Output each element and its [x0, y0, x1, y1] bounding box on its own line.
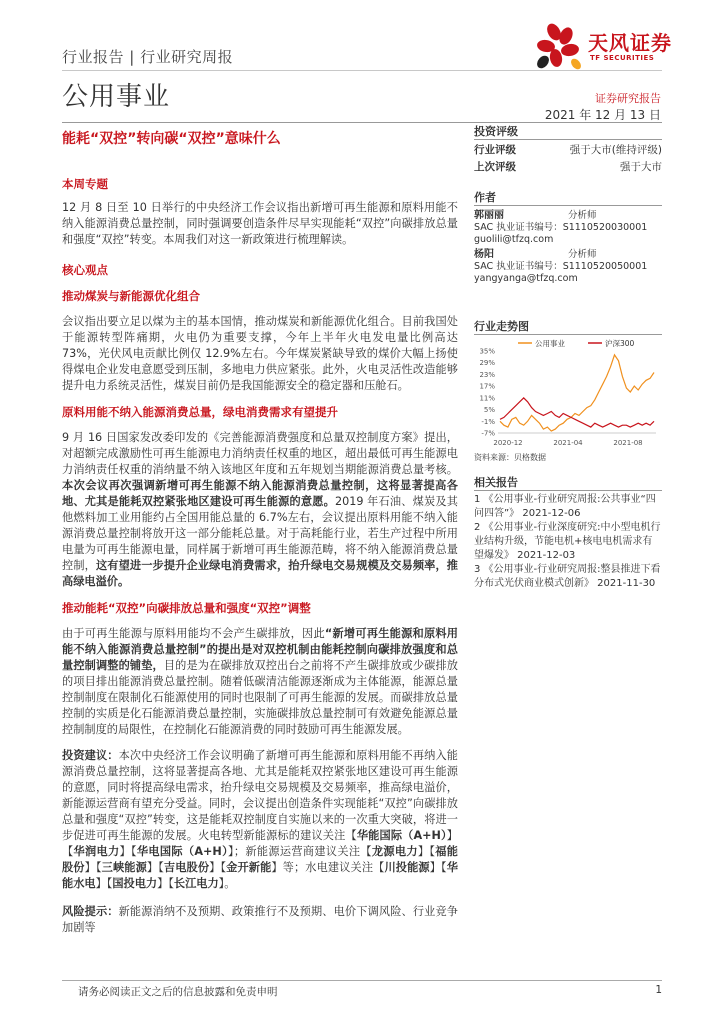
- section3-text-c: 目的是为在碳排放双控出台之前将不产生碳排放或少碳排放的项目排出能源消费总量控制。随着低碳清洁能源逐渐成为主体能源，能源总量控制制度在限制化石能源使用的同时也限制了可再生能源的发展。而碳排放总量控制的实质是化石能源消费总量控制，实施碳排放总量控制可有效避免能源总量控制制度的局限性，在控制化石能源消费的同时鼓励可再生能源发展。: [62, 659, 458, 736]
- stock-e: 福能股份: [62, 845, 458, 874]
- trend-heading: 行业走势图: [474, 320, 529, 333]
- related-report-1[interactable]: 1 《公用事业-行业研究周报:公共事业“四问四答”》 2021-12-06: [474, 494, 656, 519]
- stock-sep-8: 】【: [95, 877, 113, 890]
- sidebar: [474, 124, 662, 591]
- stock-sep-5: 】【: [146, 861, 164, 874]
- investment-text-a: 本次中央经济工作会议明确了新增可再生能源和原料用能不再纳入能源消费总量控制，这将显著提高各地、尤其是能耗双控紧张地区建设可再生能源的意愿，同时将提高绿电需求，抬升绿电交易规模及交易频率，推高绿电溢价，新能源运营商有望充分受益。同时，会议提出创造条件实现能耗“双控”向碳排放总量和强度“双控”转变，这是能耗双控制度自实施以来的一次重大突破，将进一步促进可再生能源的发展。火电转型新能源标的建议关注【: [62, 749, 458, 842]
- author1-name: 郭丽丽: [474, 210, 504, 221]
- author1-email[interactable]: guolili@tfzq.com: [474, 234, 554, 245]
- legend-label: 公用事业: [535, 339, 565, 348]
- authors-box: [474, 205, 662, 285]
- core-view-heading: 核心观点: [62, 263, 108, 277]
- section3-text-a: 由于可再生能源与原料用能均不会产生碳排放，因此: [62, 627, 325, 640]
- page-number: 1: [655, 984, 662, 996]
- report-category: 行业报告 | 行业研究周报: [62, 48, 234, 66]
- related-box: [474, 490, 662, 591]
- x-tick-label: 2021-04: [553, 439, 583, 447]
- prev-rating-label: 上次评级: [474, 161, 516, 173]
- section2-heading: 原料用能不纳入能源消费总量，绿电消费需求有望提升: [62, 405, 338, 419]
- stock-k: 国投电力: [112, 877, 158, 890]
- risk-label: 风险提示：: [62, 905, 119, 918]
- company-logo-icon: [532, 22, 586, 72]
- y-tick-label: 5%: [483, 406, 495, 415]
- author2-email[interactable]: yangyanga@tfzq.com: [474, 273, 578, 284]
- rating-heading: 投资评级: [474, 125, 518, 138]
- section2-text-a: 9 月 16 日国家发改委印发的《完善能源消费强度和总量双控制度方案》提出，对超额完成激励性可再生能源电力消纳责任权重的地区，超出最低可再生能源电力消纳责任权重的消纳量不纳入该地区年度和五年规划当期能源消费总量考核。: [62, 431, 458, 476]
- weekly-topic-heading: 本周专题: [62, 177, 108, 191]
- x-tick-label: 2020-12: [493, 439, 523, 447]
- section3-text-b: “新增可再生能源和原料用能不纳入能源消费总量控制”的提出是对双控机制由能耗控制向碳排放强度和总量控制调整的铺垫，: [62, 627, 458, 672]
- y-tick-label: 11%: [479, 394, 495, 403]
- stock-h: 金开新能: [226, 861, 272, 874]
- section2-text-c: 2019 年石油、煤炭及其他燃料加工业用能约占全国用能总量的 6.7%左右，会议提出原料用能不纳入能源消费总量控制将放开这一部分能耗总量。对于高耗能行业，若生产过程中所用电量为可再生能源电量，同样属于新增可再生能源范畴，将不纳入能源消费总量控制，: [62, 495, 458, 572]
- author1-cert: SAC 执业证书编号：S1110520030001: [474, 222, 648, 233]
- legend-label: 沪深300: [605, 339, 635, 348]
- stock-i: 川投能源: [384, 861, 430, 874]
- report-type: 证券研究报告: [595, 92, 661, 105]
- related-report-2[interactable]: 2 《公用事业-行业深度研究:中小型电机行业结构升级，节能电机+核电电机需求有望爆发》 2021-12-03: [474, 522, 661, 561]
- stock-g: 吉电股份: [163, 861, 210, 874]
- sector-title: 公用事业: [62, 82, 171, 112]
- stock-sep-7: 】【: [429, 861, 447, 874]
- industry-rating-label: 行业评级: [474, 144, 516, 156]
- related-report-3[interactable]: 3 《公用事业-行业研究周报:整县推进下看分布式光伏商业模式创新》 2021-11-30: [474, 564, 661, 589]
- stock-sep-9: 】【: [157, 877, 174, 890]
- stock-sep-1: 】【: [62, 829, 458, 858]
- author2-row: [474, 249, 662, 261]
- main-content: [62, 176, 458, 936]
- prev-rating-row: [474, 159, 662, 176]
- stock-sep-4: 】【: [84, 861, 102, 874]
- y-tick-label: 29%: [479, 359, 495, 368]
- investment-text-b: 】；新能源运营商建议关注【: [228, 845, 372, 858]
- investment-text-d: 】。: [218, 877, 236, 890]
- section2-text-d: 这有望进一步提升企业绿电消费需求，抬升绿电交易规模及交易频率，推高绿电溢价。: [62, 559, 458, 588]
- stock-l: 长江电力: [173, 877, 219, 890]
- stock-sep-3: 】【: [417, 845, 436, 858]
- stock-sep-2: 】【: [119, 845, 137, 858]
- industry-rating-row: [474, 142, 662, 159]
- stock-j: 华能水电: [62, 861, 458, 890]
- series-line: [500, 355, 654, 431]
- section2-text-b: 本次会议再次强调新增可再生能源不纳入能源消费总量控制，这将显著提高各地、尤其是能耗双控紧张地区建设可再生能源的意愿。: [62, 479, 458, 508]
- weekly-topic-text: 12 月 8 日至 10 日举行的中央经济工作会议指出新增可再生能源和原料用能不纳入能源消费总量控制，同时强调要创造条件尽早实现能耗“双控”向碳排放总量和强度“双控”转变。本周我们对这一新政策进行梳理解读。: [62, 201, 458, 246]
- section2-text: [62, 430, 458, 590]
- y-tick-label: -1%: [481, 417, 495, 426]
- stock-sep-6: 】【: [209, 861, 227, 874]
- author2-name: 杨阳: [474, 249, 494, 260]
- investment-label: 投资建议：: [62, 749, 119, 762]
- related-heading: 相关报告: [474, 476, 518, 489]
- company-logo-en: TF SECURITIES: [590, 54, 655, 62]
- investment-advice: [62, 748, 458, 892]
- stock-d: 龙源电力: [371, 845, 418, 858]
- footer-divider: [62, 980, 662, 981]
- rating-box: [474, 139, 662, 176]
- stock-f: 三峡能源: [101, 861, 147, 874]
- authors-heading: 作者: [474, 191, 496, 204]
- trend-box: [474, 334, 662, 463]
- stock-a: 华能国际（A+H）: [356, 829, 447, 842]
- footer-disclaimer: 请务必阅读正文之后的信息披露和免责申明: [78, 986, 278, 998]
- section1-text: 会议指出要立足以煤为主的基本国情，推动煤炭和新能源优化组合。目前我国处于能源转型阵痛期，火电仍为重要支撑，今年上半年火电发电量比例高达 73%，光伏风电贡献比例仅 12.9%左右。今年煤炭紧缺导致的煤价大幅上扬使得煤电企业发电意愿受到压制，多地电力供应紧张。此外，火电灵活性改造能够提升电力系统灵活性，煤炭目前仍是我国能源安全的稳定器和压舱石。: [62, 315, 458, 392]
- author2-cert: SAC 执业证书编号：S1110520050001: [474, 261, 648, 272]
- y-tick-label: 17%: [479, 382, 495, 391]
- section3-heading: 推动能耗“双控”向碳排放总量和强度“双控”调整: [62, 601, 311, 615]
- x-tick-label: 2021-08: [613, 439, 643, 447]
- chart-source: 资料来源：贝格数据: [474, 453, 546, 462]
- report-title: 能耗“双控”转向碳“双控”意味什么: [62, 131, 281, 147]
- author2-role: 分析师: [568, 249, 597, 260]
- author1-row: [474, 210, 662, 222]
- section3-text: [62, 626, 458, 738]
- main-divider: [62, 122, 662, 123]
- company-logo-text: 天风证券: [588, 31, 672, 55]
- y-tick-label: 35%: [479, 347, 495, 356]
- prev-rating-value: 强于大市: [620, 161, 662, 173]
- stock-c: 华电国际（A+H）: [136, 845, 228, 858]
- y-tick-label: -7%: [481, 429, 495, 438]
- stock-b: 华润电力: [73, 845, 120, 858]
- report-date: 2021 年 12 月 13 日: [544, 108, 661, 122]
- trend-chart: [474, 337, 662, 449]
- risk-warning: [62, 904, 458, 936]
- risk-text: 新能源消纳不及预期、政策推行不及预期、电价下调风险、行业竞争加剧等: [62, 905, 458, 934]
- section1-heading: 推动煤炭与新能源优化组合: [62, 289, 200, 303]
- series-line: [500, 398, 654, 427]
- author1-role: 分析师: [568, 210, 597, 221]
- y-tick-label: 23%: [479, 370, 495, 379]
- industry-rating-value: 强于大市(维持评级): [569, 144, 662, 156]
- investment-text-c: 】等；水电建议关注【: [271, 861, 385, 874]
